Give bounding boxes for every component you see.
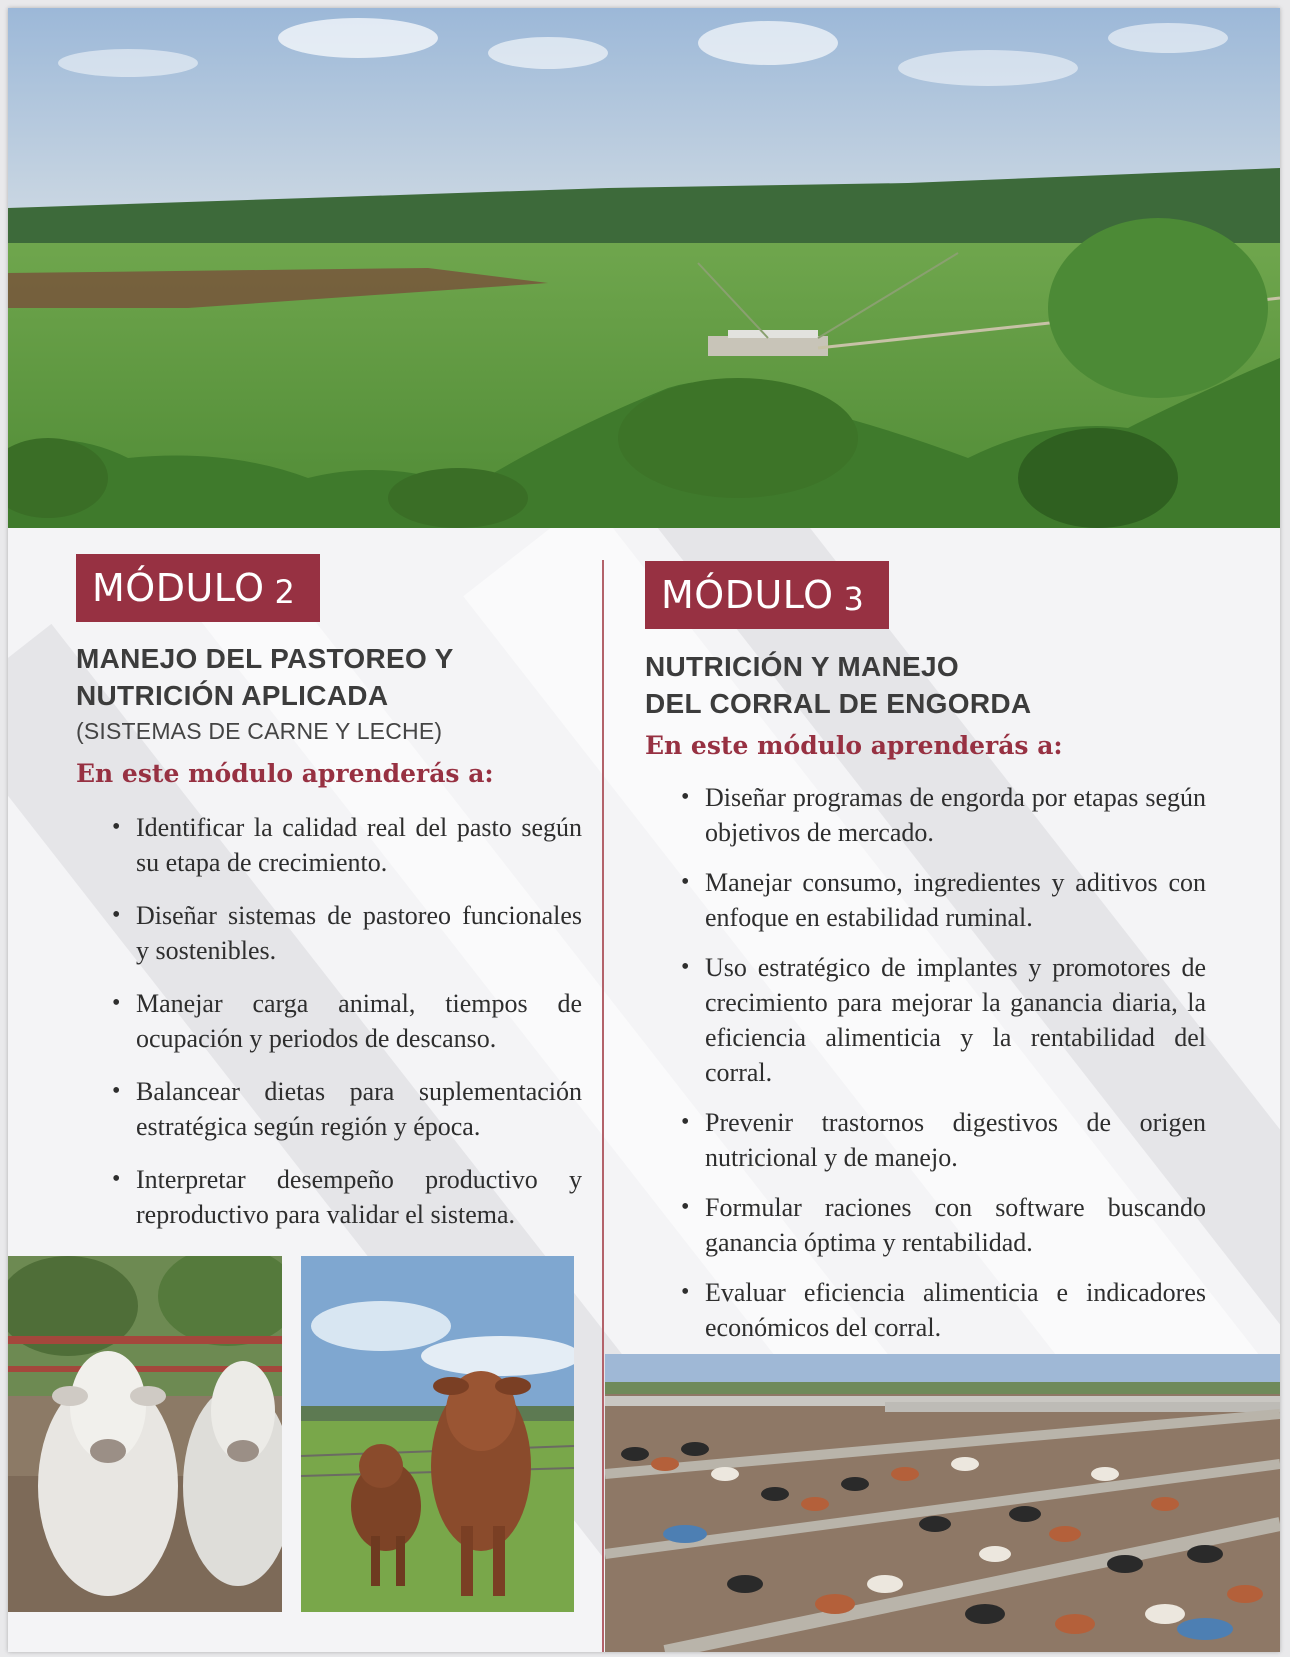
module-2-title-line1: MANEJO DEL PASTOREO Y — [76, 643, 454, 674]
list-item: • Identificar la calidad real del pasto según su etapa de crecimiento. — [76, 810, 582, 880]
module-3-title-line2: DEL CORRAL DE ENGORDA — [645, 688, 1032, 719]
list-item: • Manejar consumo, ingredientes y aditivos con enfoque en estabilidad ruminal. — [645, 865, 1206, 935]
module-3-list — [645, 780, 1206, 1345]
module-3-badge-word: MÓDULO — [661, 573, 834, 617]
module-3-title-line1: NUTRICIÓN Y MANEJO — [645, 651, 959, 682]
module-2-list — [76, 810, 582, 1232]
list-item: • Interpretar desempeño productivo y reproductivo para validar el sistema. — [76, 1162, 582, 1232]
module-2-title — [76, 640, 454, 714]
module-2-title-line2: NUTRICIÓN APLICADA — [76, 680, 389, 711]
module-2-subtitle: (SISTEMAS DE CARNE Y LECHE) — [76, 718, 443, 744]
list-item: • Uso estratégico de implantes y promotores de crecimiento para mejorar la ganancia diaria, la eficiencia alimenticia y la rentabilidad del corral. — [645, 950, 1206, 1090]
module-2-badge-word: MÓDULO — [92, 566, 265, 610]
module-2-badge — [76, 554, 320, 622]
module-3-title — [645, 648, 1031, 722]
list-item: • Prevenir trastornos digestivos de origen nutricional y de manejo. — [645, 1105, 1206, 1175]
column-divider — [602, 560, 604, 1652]
brochure-page — [8, 8, 1280, 1652]
module-3-badge — [645, 561, 889, 629]
list-item: • Balancear dietas para suplementación estratégica según región y época. — [76, 1074, 582, 1144]
module-3-badge-number: 3 — [843, 580, 865, 618]
module-2-badge-number: 2 — [274, 573, 296, 611]
list-item: • Diseñar programas de engorda por etapas según objetivos de mercado. — [645, 780, 1206, 850]
white-brahman-cattle-photo — [8, 1256, 282, 1612]
brown-cow-and-calf-photo — [301, 1256, 574, 1612]
hero-landscape-photo — [8, 8, 1280, 528]
list-item: • Manejar carga animal, tiempos de ocupación y periodos de descanso. — [76, 986, 582, 1056]
list-item: • Evaluar eficiencia alimenticia e indicadores económicos del corral. — [645, 1275, 1206, 1345]
list-item: • Formular raciones con software buscando ganancia óptima y rentabilidad. — [645, 1190, 1206, 1260]
module-2-learn-heading: En este módulo aprenderás a: — [76, 759, 494, 788]
module-3-learn-heading: En este módulo aprenderás a: — [645, 731, 1063, 760]
list-item: • Diseñar sistemas de pastoreo funcionales y sostenibles. — [76, 898, 582, 968]
feedlot-pens-photo — [605, 1354, 1280, 1652]
